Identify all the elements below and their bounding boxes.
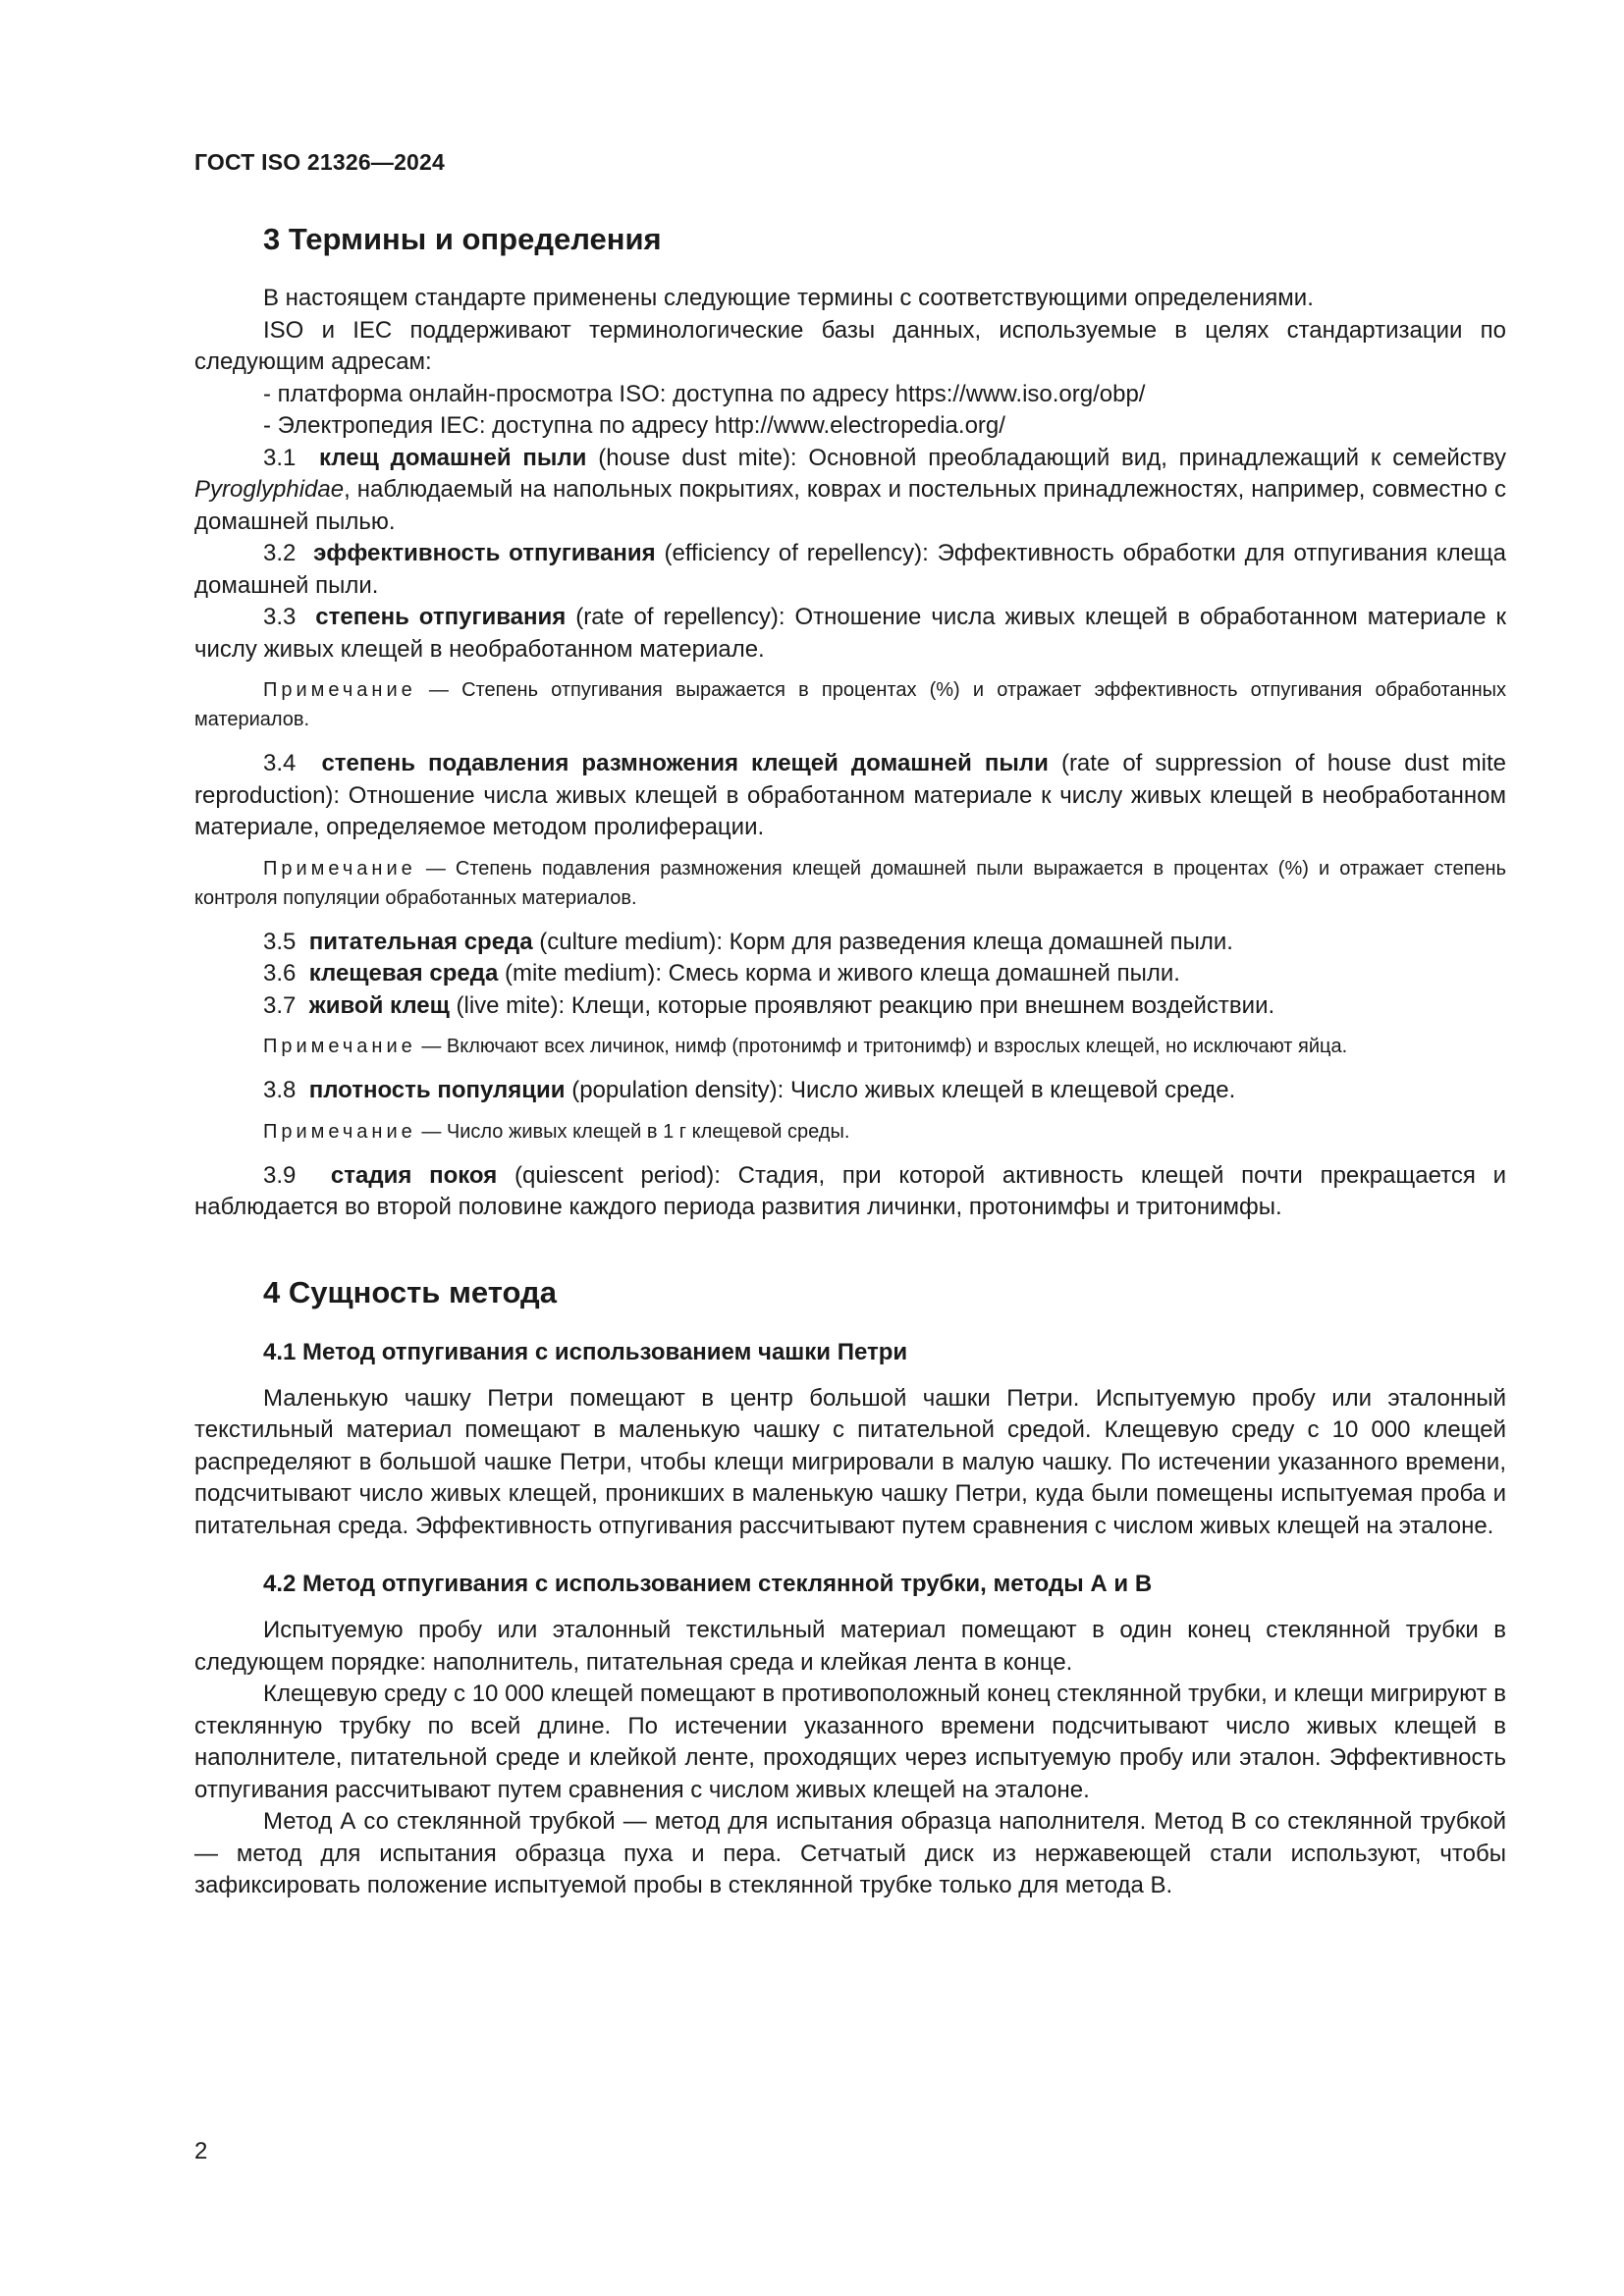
page-content — [194, 220, 1506, 1902]
note-label: Примечание — [263, 857, 416, 880]
term-definition-italic: Pyroglyphidae — [194, 476, 345, 503]
note-3-7 — [194, 1032, 1506, 1061]
section-4-heading: 4 Сущность метода — [263, 1274, 557, 1309]
term-3-6 — [194, 958, 1506, 990]
subsection-4-1-paragraph: Маленькую чашку Петри помещают в центр большой чашки Петри. Испытуемую пробу или эталонный текстильный материал помещают в маленькую чашку с питательной средой. Клещевую среду с 10 000 клещей распределяют в большой чашке Петри, чтобы клещи мигрировали в малую чашку. По истечении указанного времени, подсчитывают число живых клещей, проникших в маленькую чашку Петри, куда были помещены испытуемая проба и питательная среда. Эффективность отпугивания рассчитывают путем сравнения с числом живых клещей на эталоне. — [194, 1384, 1506, 1539]
subsection-4-2-paragraph-2: Клещевую среду с 10 000 клещей помещают в противоположный конец стеклянной трубки, и клещи мигрируют в стеклянную трубку по всей длине. По истечении указанного времени подсчитывают число живых клещей в наполнителе, питательной среде и клейкой ленте, проходящих через испытуемую пробу или эталон. Эффективность отпугивания рассчитывают путем сравнения с числом живых клещей на эталоне. — [194, 1681, 1506, 1803]
term-number: 3.3 — [263, 604, 297, 630]
term-3-2 — [194, 538, 1506, 602]
term-number: 3.8 — [263, 1077, 297, 1103]
term-name: живой клещ — [308, 991, 450, 1019]
term-3-5 — [194, 927, 1506, 959]
note-label: Примечание — [263, 1036, 416, 1057]
term-number: 3.1 — [263, 444, 297, 471]
section-3-intro-2: ISO и IEC поддерживают терминологические базы данных, используемые в целях стандартизации по следующим адресам: — [194, 316, 1506, 375]
term-definition: (mite medium): Смесь корма и живого клеща домашней пыли. — [498, 960, 1180, 987]
term-definition: (live mite): Клещи, которые проявляют реакцию при внешнем воздействии. — [449, 991, 1275, 1019]
note-text: — Степень отпугивания выражается в процентах (%) и отражает эффективность отпугивания обработанных материалов. — [194, 679, 1506, 730]
term-definition: (quiescent period): Стадия, при которой активность клещей почти прекращается и наблюдается во второй половине каждого периода развития личинки, протонимфы и тритонимфы. — [194, 1161, 1507, 1220]
note-text: — Включают всех личинок, нимф (протонимф и тритонимф) и взрослых клещей, но исключают яйца. — [415, 1036, 1348, 1057]
note-3-3 — [194, 675, 1506, 734]
subsection-4-2-paragraph-3: Метод А со стеклянной трубкой — метод для испытания образца наполнителя. Метод В со стеклянной трубкой — метод для испытания образца пуха и пера. Сетчатый диск из нержавеющей стали используют, чтобы зафиксировать положение испытуемой пробы в стеклянной трубке только для метода В. — [194, 1808, 1506, 1898]
term-number: 3.7 — [263, 991, 297, 1019]
page-number: 2 — [194, 2138, 208, 2164]
term-number: 3.4 — [263, 750, 297, 776]
term-name: плотность популяции — [308, 1077, 566, 1103]
term-definition: (house dust mite): Основной преобладающий вид, принадлежащий к семейству — [586, 444, 1507, 471]
section-3-intro-4: - Электропедия IEC: доступна по адресу http://www.electropedia.org/ — [263, 412, 1005, 439]
note-label: Примечание — [263, 1120, 416, 1143]
term-3-4 — [194, 748, 1506, 844]
term-definition: (population density): Число живых клещей в клещевой среде. — [565, 1077, 1236, 1103]
term-3-3 — [194, 602, 1506, 666]
note-text: — Число живых клещей в 1 г клещевой среды. — [415, 1120, 850, 1143]
term-number: 3.6 — [263, 960, 297, 987]
note-label: Примечание — [263, 679, 416, 701]
standard-id: ГОСТ ISO 21326—2024 — [194, 149, 446, 175]
section-3-intro-1: В настоящем стандарте применены следующие термины с соответствующими определениями. — [263, 285, 1314, 311]
term-name: эффективность отпугивания — [313, 540, 656, 566]
term-number: 3.5 — [263, 928, 297, 955]
section-3-heading: 3 Термины и определения — [263, 222, 662, 256]
term-number: 3.2 — [263, 540, 297, 566]
subsection-4-1-heading: 4.1 Метод отпугивания с использованием чашки Петри — [263, 1338, 908, 1365]
term-definition: (rate of repellency): Отношение числа живых клещей в обработанном материале к числу живых клещей в необработанном материале. — [194, 604, 1506, 663]
note-3-4 — [194, 854, 1506, 913]
term-name: питательная среда — [308, 928, 533, 955]
term-name: клещевая среда — [308, 960, 499, 987]
section-3-intro-3: - платформа онлайн-просмотра ISO: доступна по адресу https://www.iso.org/obp/ — [263, 380, 1146, 407]
term-name: стадия покоя — [330, 1161, 498, 1189]
term-name: клещ домашней пыли — [319, 444, 587, 471]
term-definition: (culture medium): Корм для разведения клеща домашней пыли. — [532, 928, 1233, 955]
term-definition: (rate of suppression of house dust mite reproduction): Отношение числа живых клещей в обработанном материале к числу живых клещей в необработанном материале, определяемое методом пролиферации. — [194, 750, 1506, 840]
term-3-1 — [194, 443, 1506, 539]
term-definition: (efficiency of repellency): Эффективность обработки для отпугивания клеща домашней пыли. — [194, 540, 1507, 599]
subsection-4-2-heading: 4.2 Метод отпугивания с использованием стеклянной трубки, методы А и В — [263, 1571, 1153, 1597]
note-3-8 — [194, 1117, 1506, 1147]
term-name: степень отпугивания — [315, 604, 567, 630]
term-3-8 — [194, 1075, 1506, 1107]
note-text: — Степень подавления размножения клещей домашней пыли выражается в процентах (%) и отражает степень контроля популяции обработанных материалов. — [194, 857, 1506, 909]
term-3-9 — [194, 1160, 1506, 1224]
subsection-4-2-paragraph-1: Испытуемую пробу или эталонный текстильный материал помещают в один конец стеклянной трубки в следующем порядке: наполнитель, питательная среда и клейкая лента в конце. — [194, 1617, 1506, 1676]
term-number: 3.9 — [263, 1161, 297, 1189]
term-3-7 — [194, 990, 1506, 1023]
term-name: степень подавления размножения клещей домашней пыли — [321, 750, 1049, 776]
term-definition: , наблюдаемый на напольных покрытиях, коврах и постельных принадлежностях, например, совместно с домашней пылью. — [194, 476, 1506, 535]
